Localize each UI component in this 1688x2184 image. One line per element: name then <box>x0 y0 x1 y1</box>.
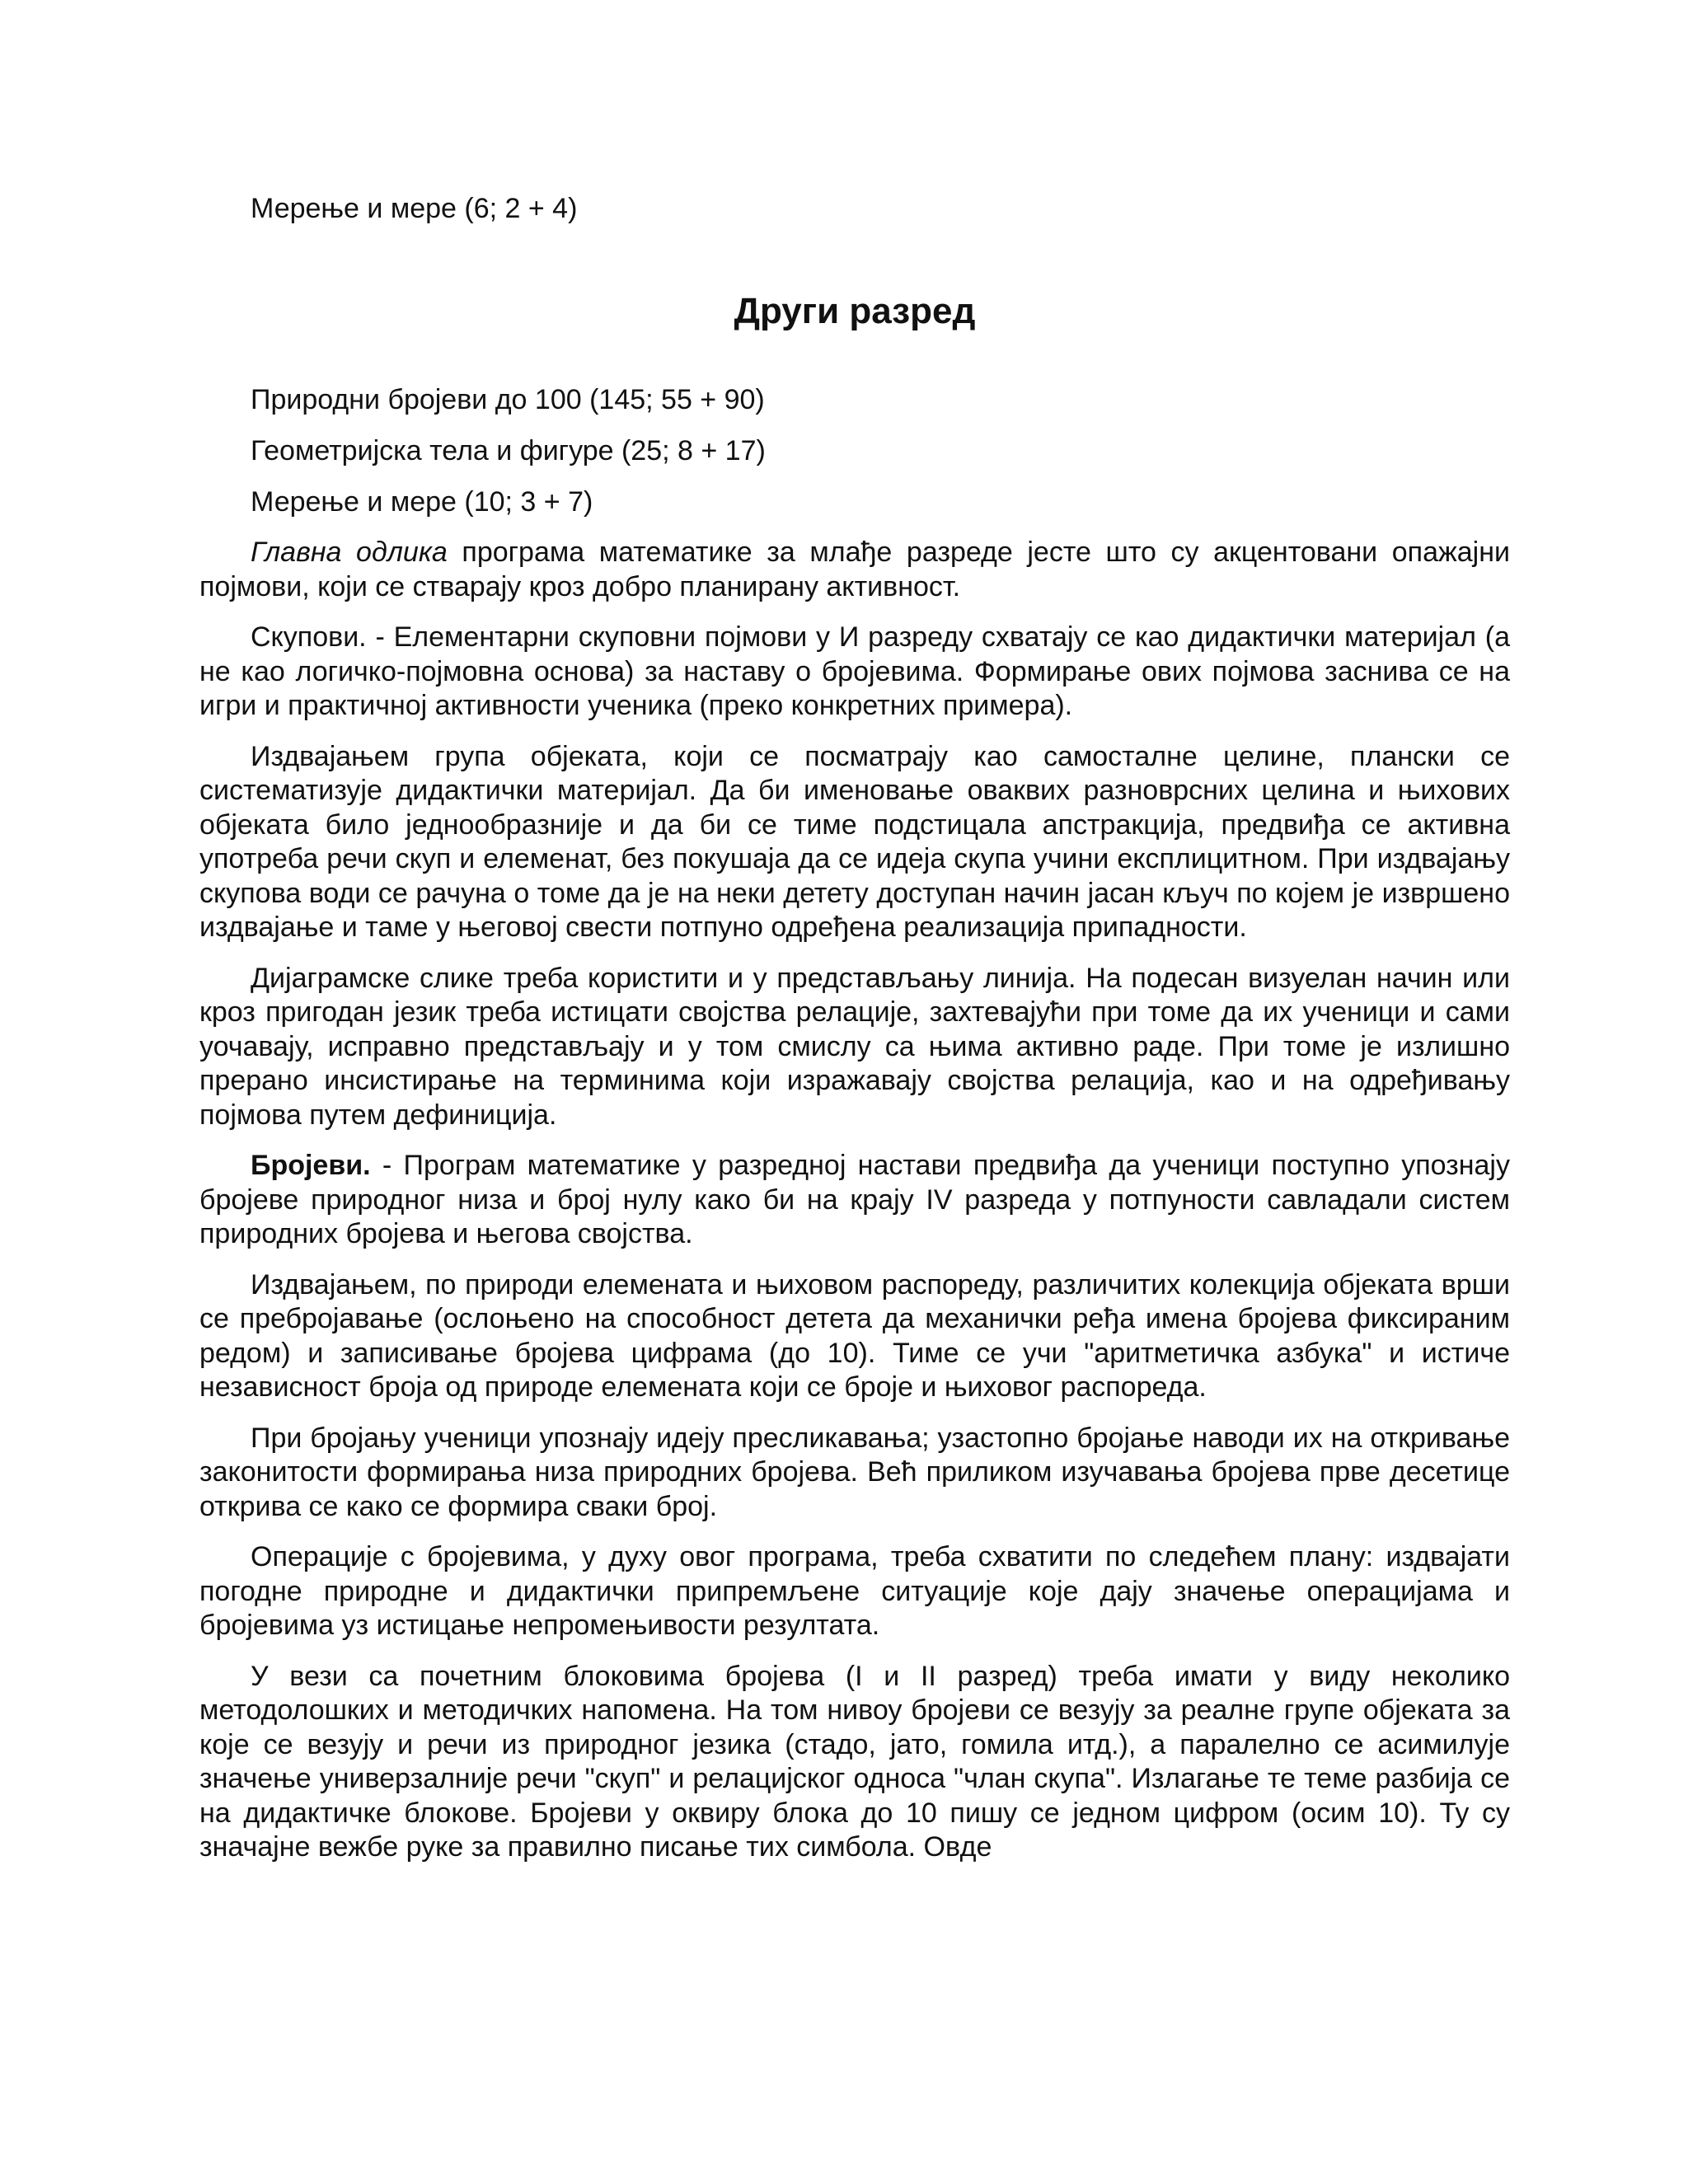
paragraph-diagrams: Дијаграмске слике треба користити и у представљању линија. На подесан визуелан начин или кроз пригодан језик треба истицати својства релације, захтевајући при томе да их ученици и сами уочавају, исправно представљају и у том смислу са њима активно раде. При томе је излишно прерано инсистирање на терминима који изражавају својства релација, као и на одређивању појмова путем дефиниција. <box>199 962 1510 1131</box>
numbers-lead: Бројеви. <box>251 1150 371 1181</box>
topic-measurement-grade1: Мерење и мере (6; 2 + 4) <box>251 193 578 224</box>
main-feature-text: програма математике за млађе разреде јесте што су акцентовани опажајни појмови, који се стварају кроз добро планирану активност. <box>199 537 1510 602</box>
paragraph-counting: Издвајањем, по природи елемената и њиховом распореду, различитих колекција објеката врши се пребројавање (ослоњено на способност детета да механички ређа имена бројева фиксираним редом) и записивање бројева цифрама (до 10). Тиме се учи "аритметичка азбука" и истиче независност броја од природе елемената који се броје и њиховог распореда. <box>199 1268 1510 1403</box>
topic-geometry: Геометријска тела и фигуре (25; 8 + 17) <box>251 435 766 466</box>
section-heading: Други разред <box>734 291 976 331</box>
paragraph-grouping: Издвајањем група објеката, који се посматрају као самосталне целине, плански се систематизује дидактички материјал. Да би именовање оваквих разноврсних целина и њихових објеката било једнообразније и да би се тиме подстицала апстракција, предвиђа се активна употреба речи скуп и елеменат, без покушаја да се идеја скупа учини експлицитном. При издвајању скупова води се рачуна о томе да је на неки детету доступан начин јасан кључ по којем је извршено издвајање и таме у његовој свести потпуно одређена реализација припадности. <box>199 740 1510 943</box>
topic-measurement: Мерење и мере (10; 3 + 7) <box>251 486 593 518</box>
paragraph-numbers <box>199 1149 1510 1252</box>
paragraph-mapping: При бројању ученици упознају идеју пресликавања; узастопно бројање наводи их на откривање законитости формирања низа природних бројева. Већ приликом изучавања бројева прве десетице открива се како се формира сваки број. <box>199 1422 1510 1522</box>
paragraph-blocks: У вези са почетним блоковима бројева (I и II разред) треба имати у виду неколико методолошких и методичких напомена. На том нивоу бројеви се везују за реалне групе објеката за које се везују и речи из природног језика (стадо, јато, гомила итд.), а паралелно се асимилује значење универзалније речи "скуп" и релацијског односа "члан скупа". Излагање те теме разбија се на дидактичке блокове. Бројеви у оквиру блока до 10 пишу се једном цифром (осим 10). Ту су значајне вежбе руке за правилно писање тих симбола. Овде <box>199 1660 1510 1863</box>
paragraph-sets: Скупови. - Елементарни скуповни појмови у И разреду схватају се као дидактички материјал (а не као логичко-појмовна основа) за наставу о бројевима. Формирање ових појмова заснива се на игри и практичној активности ученика (преко конкретних примера). <box>199 621 1510 721</box>
main-feature-lead: Главна одлика <box>251 537 448 568</box>
page-content <box>199 191 1510 1865</box>
topic-natural-numbers: Природни бројеви до 100 (145; 55 + 90) <box>251 384 765 415</box>
paragraph-operations: Операције с бројевима, у духу овог програма, треба схватити по следећем плану: издвајати погодне природне и дидактички припремљене ситуације које дају значење операцијама и бројевима уз истицање непромењивости резултата. <box>199 1541 1510 1641</box>
paragraph-main-feature <box>199 536 1510 604</box>
numbers-text: - Програм математике у разредној настави предвиђа да ученици поступно упознају бројеве природног низа и број нулу како би на крају IV разреда у потпуности савладали систем природних бројева и његова својства. <box>199 1150 1510 1249</box>
